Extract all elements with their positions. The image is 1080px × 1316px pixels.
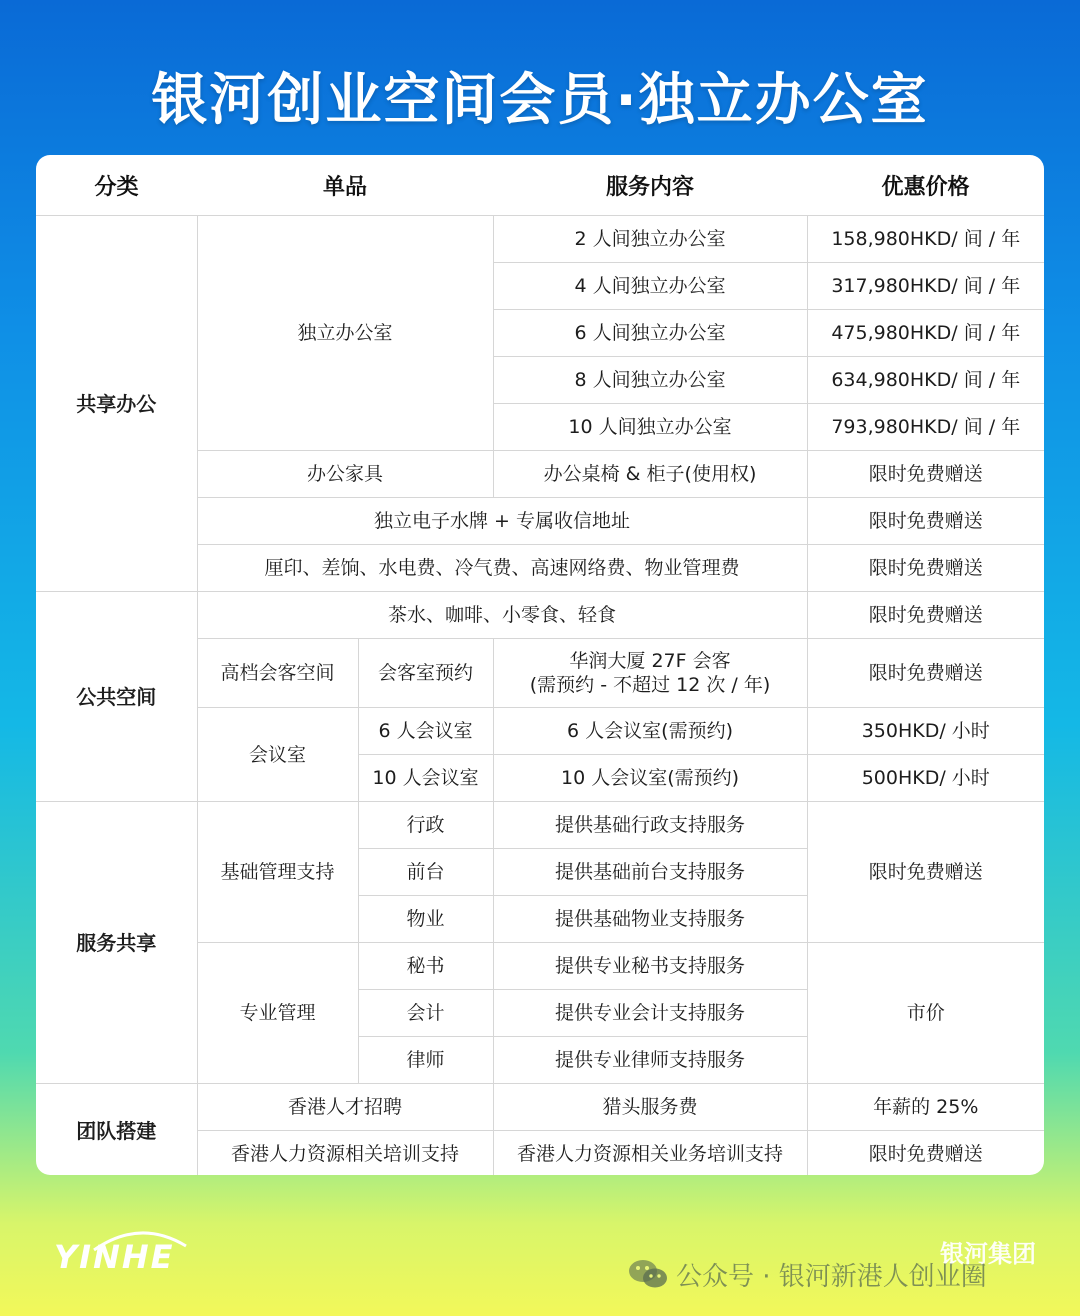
- item-basic-support: 基础管理支持: [197, 802, 358, 943]
- sub-cell: 行政: [358, 802, 493, 849]
- service-cell: 10 人会议室(需预约): [493, 755, 807, 802]
- service-cell: 8 人间独立办公室: [493, 357, 807, 404]
- header-price: 优惠价格: [807, 155, 1044, 216]
- service-cell: 提供基础前台支持服务: [493, 849, 807, 896]
- pricing-table-card: [36, 155, 1044, 1175]
- item-cell: 香港人力资源相关培训支持: [197, 1131, 493, 1176]
- price-cell: 158,980HKD/ 间 / 年: [807, 216, 1044, 263]
- service-cell: 香港人力资源相关业务培训支持: [493, 1131, 807, 1176]
- price-cell: 限时免费赠送: [807, 451, 1044, 498]
- table-row: [36, 216, 1044, 263]
- sub-cell: 秘书: [358, 943, 493, 990]
- item-signage: 独立电子水牌 + 专属收信地址: [197, 498, 807, 545]
- service-cell: 提供专业秘书支持服务: [493, 943, 807, 990]
- category-shared-office: 共享办公: [36, 216, 197, 592]
- sub-cell: 物业: [358, 896, 493, 943]
- item-fees: 厘印、差饷、水电费、冷气费、高速网络费、物业管理费: [197, 545, 807, 592]
- price-cell: 限时免费赠送: [807, 1131, 1044, 1176]
- pricing-table: [36, 155, 1044, 1175]
- service-cell: 6 人会议室(需预约): [493, 708, 807, 755]
- service-line: (需预约 - 不超过 12 次 / 年): [529, 674, 771, 696]
- category-public-space: 公共空间: [36, 592, 197, 802]
- logo-text: YINHE: [54, 1238, 175, 1276]
- service-cell: 猎头服务费: [493, 1084, 807, 1131]
- price-cell: 634,980HKD/ 间 / 年: [807, 357, 1044, 404]
- header-service: 服务内容: [493, 155, 807, 216]
- service-cell: 6 人间独立办公室: [493, 310, 807, 357]
- wechat-watermark: [628, 1256, 987, 1292]
- service-cell: 提供基础行政支持服务: [493, 802, 807, 849]
- price-cell: 793,980HKD/ 间 / 年: [807, 404, 1044, 451]
- sub-cell: 前台: [358, 849, 493, 896]
- wechat-icon: [628, 1257, 668, 1291]
- header-category: 分类: [36, 155, 197, 216]
- service-cell: 10 人间独立办公室: [493, 404, 807, 451]
- service-cell: 4 人间独立办公室: [493, 263, 807, 310]
- item-private-office: 独立办公室: [197, 216, 493, 451]
- sub-cell: 6 人会议室: [358, 708, 493, 755]
- item-furniture: 办公家具: [197, 451, 493, 498]
- sub-cell: 会计: [358, 990, 493, 1037]
- table-row: [36, 592, 1044, 639]
- price-cell: 市价: [807, 943, 1044, 1084]
- header-item: 单品: [197, 155, 493, 216]
- price-cell: 限时免费赠送: [807, 498, 1044, 545]
- price-cell: 限时免费赠送: [807, 592, 1044, 639]
- sub-cell: 10 人会议室: [358, 755, 493, 802]
- table-header-row: [36, 155, 1044, 216]
- watermark-text: 公众号 · 银河新港人创业圈: [676, 1261, 987, 1292]
- page-title: 银河创业空间会员·独立办公室: [151, 68, 929, 133]
- table-row: [36, 802, 1044, 849]
- price-cell: 年薪的 25%: [807, 1084, 1044, 1131]
- price-cell: 限时免费赠送: [807, 545, 1044, 592]
- service-cell: 提供专业律师支持服务: [493, 1037, 807, 1084]
- table-row: [36, 1084, 1044, 1131]
- yinhe-logo: [54, 1222, 194, 1282]
- item-refreshments: 茶水、咖啡、小零食、轻食: [197, 592, 807, 639]
- item-pro-management: 专业管理: [197, 943, 358, 1084]
- price-cell: 317,980HKD/ 间 / 年: [807, 263, 1044, 310]
- item-meeting-room: 会议室: [197, 708, 358, 802]
- service-cell: [493, 639, 807, 708]
- category-service-share: 服务共享: [36, 802, 197, 1084]
- service-line: 华润大厦 27F 会客: [569, 650, 731, 672]
- item-cell: 香港人才招聘: [197, 1084, 493, 1131]
- price-cell: 350HKD/ 小时: [807, 708, 1044, 755]
- service-cell: 2 人间独立办公室: [493, 216, 807, 263]
- service-cell: 提供基础物业支持服务: [493, 896, 807, 943]
- service-cell: 办公桌椅 & 柜子(使用权): [493, 451, 807, 498]
- price-cell: 475,980HKD/ 间 / 年: [807, 310, 1044, 357]
- price-cell: 限时免费赠送: [807, 639, 1044, 708]
- service-cell: 提供专业会计支持服务: [493, 990, 807, 1037]
- price-cell: 限时免费赠送: [807, 802, 1044, 943]
- sub-cell: 律师: [358, 1037, 493, 1084]
- item-reception-space: 高档会客空间: [197, 639, 358, 708]
- category-team: 团队搭建: [36, 1084, 197, 1176]
- price-cell: 500HKD/ 小时: [807, 755, 1044, 802]
- sub-reception-booking: 会客室预约: [358, 639, 493, 708]
- brand-watermark: 银河集团: [940, 1240, 1036, 1268]
